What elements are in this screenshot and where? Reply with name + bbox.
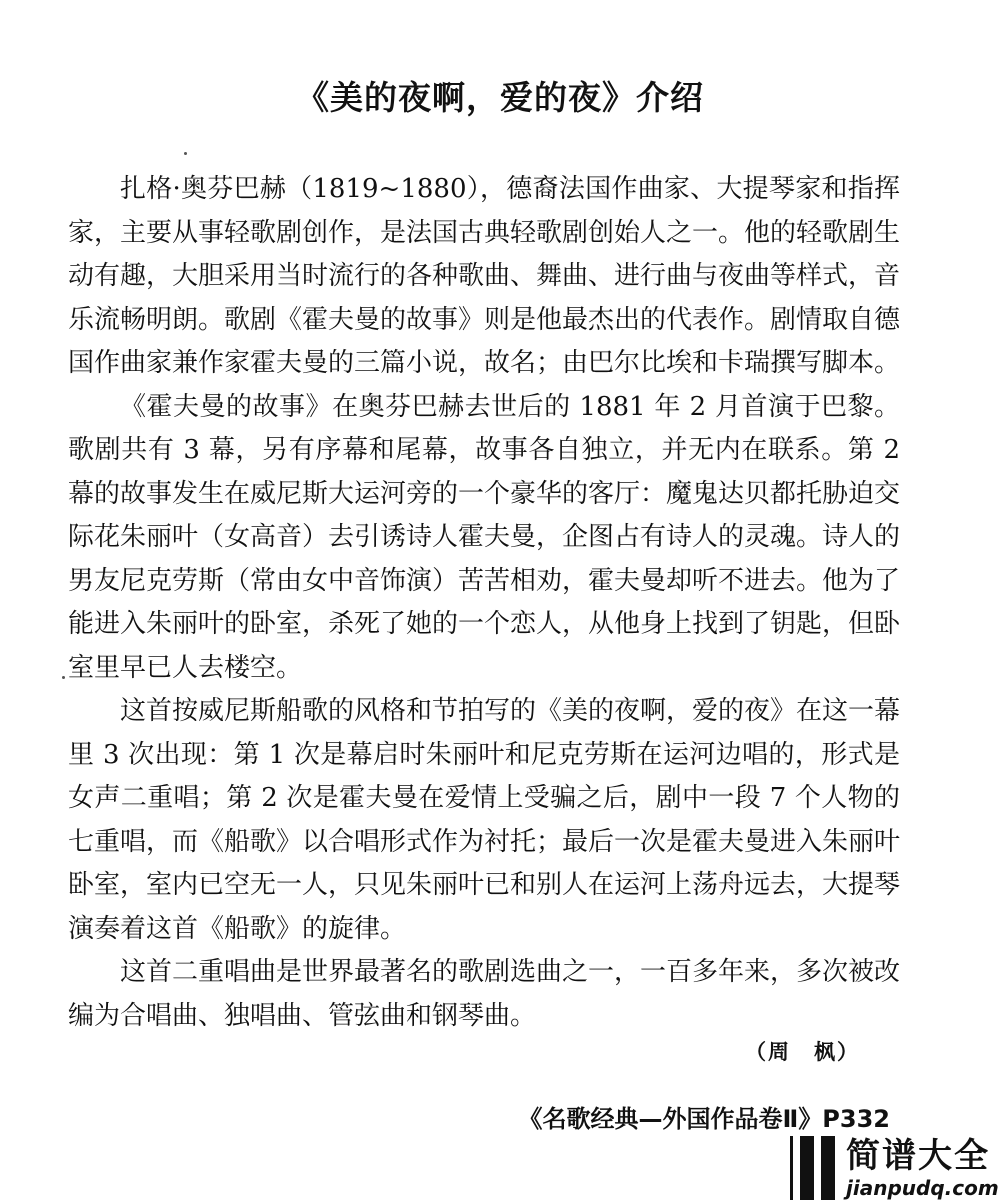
watermark-url: jianpudq.com xyxy=(846,1176,999,1200)
paragraph: 《霍夫曼的故事》在奥芬巴赫去世后的 1881 年 2 月首演于巴黎。歌剧共有 3 幕，另有序幕和尾幕，故事各自独立，并无内在联系。第 2 幕的故事发生在威尼斯大运河旁的一个豪华的客厅：魔鬼达贝都托胁迫交际花朱丽叶（女高音）去引诱诗人霍夫曼，企图占有诗人的灵魂。诗人的男友尼克劳斯（常由女中音饰演）苦苦相劝，霍夫曼却听不进去。他为了能进入朱丽叶的卧室，杀死了她的一个恋人，从他身上找到了钥匙，但卧室里早已人去楼空。 xyxy=(68,391,901,683)
paragraph: 这首二重唱曲是世界最著名的歌剧选曲之一，一百多年来，多次被改编为合唱曲、独唱曲、管弦曲和钢琴曲。 xyxy=(68,957,901,1031)
source-citation: 《名歌经典—外国作品卷Ⅱ》P332 xyxy=(518,1105,890,1133)
author-credit: （周 枫） xyxy=(745,1039,860,1064)
scan-speck xyxy=(62,676,65,679)
piano-keys-icon xyxy=(790,1136,842,1200)
article-body xyxy=(68,168,900,1038)
watermark-brand: 简谱大全 xyxy=(846,1136,990,1176)
page-title: 《美的夜啊，爱的夜》介绍 xyxy=(296,78,704,117)
scan-speck xyxy=(184,152,187,155)
paragraph: 这首按威尼斯船歌的风格和节拍写的《美的夜啊，爱的夜》在这一幕里 3 次出现：第 1 次是幕启时朱丽叶和尼克劳斯在运河边唱的，形式是女声二重唱；第 2 次是霍夫曼在爱情上受骗之后，剧中一段 7 个人物的七重唱，而《船歌》以合唱形式作为衬托；最后一次是霍夫曼进入朱丽叶卧室，室内已空无一人，只见朱丽叶已和别人在运河上荡舟远去，大提琴演奏着这首《船歌》的旋律。 xyxy=(68,696,901,944)
paragraph: 扎格·奥芬巴赫（1819~1880），德裔法国作曲家、大提琴家和指挥家，主要从事轻歌剧创作，是法国古典轻歌剧创始人之一。他的轻歌剧生动有趣，大胆采用当时流行的各种歌曲、舞曲、进行曲与夜曲等样式，音乐流畅明朗。歌剧《霍夫曼的故事》则是他最杰出的代表作。剧情取自德国作曲家兼作家霍夫曼的三篇小说，故名；由巴尔比埃和卡瑞撰写脚本。 xyxy=(68,174,901,378)
site-watermark xyxy=(790,1136,1000,1204)
